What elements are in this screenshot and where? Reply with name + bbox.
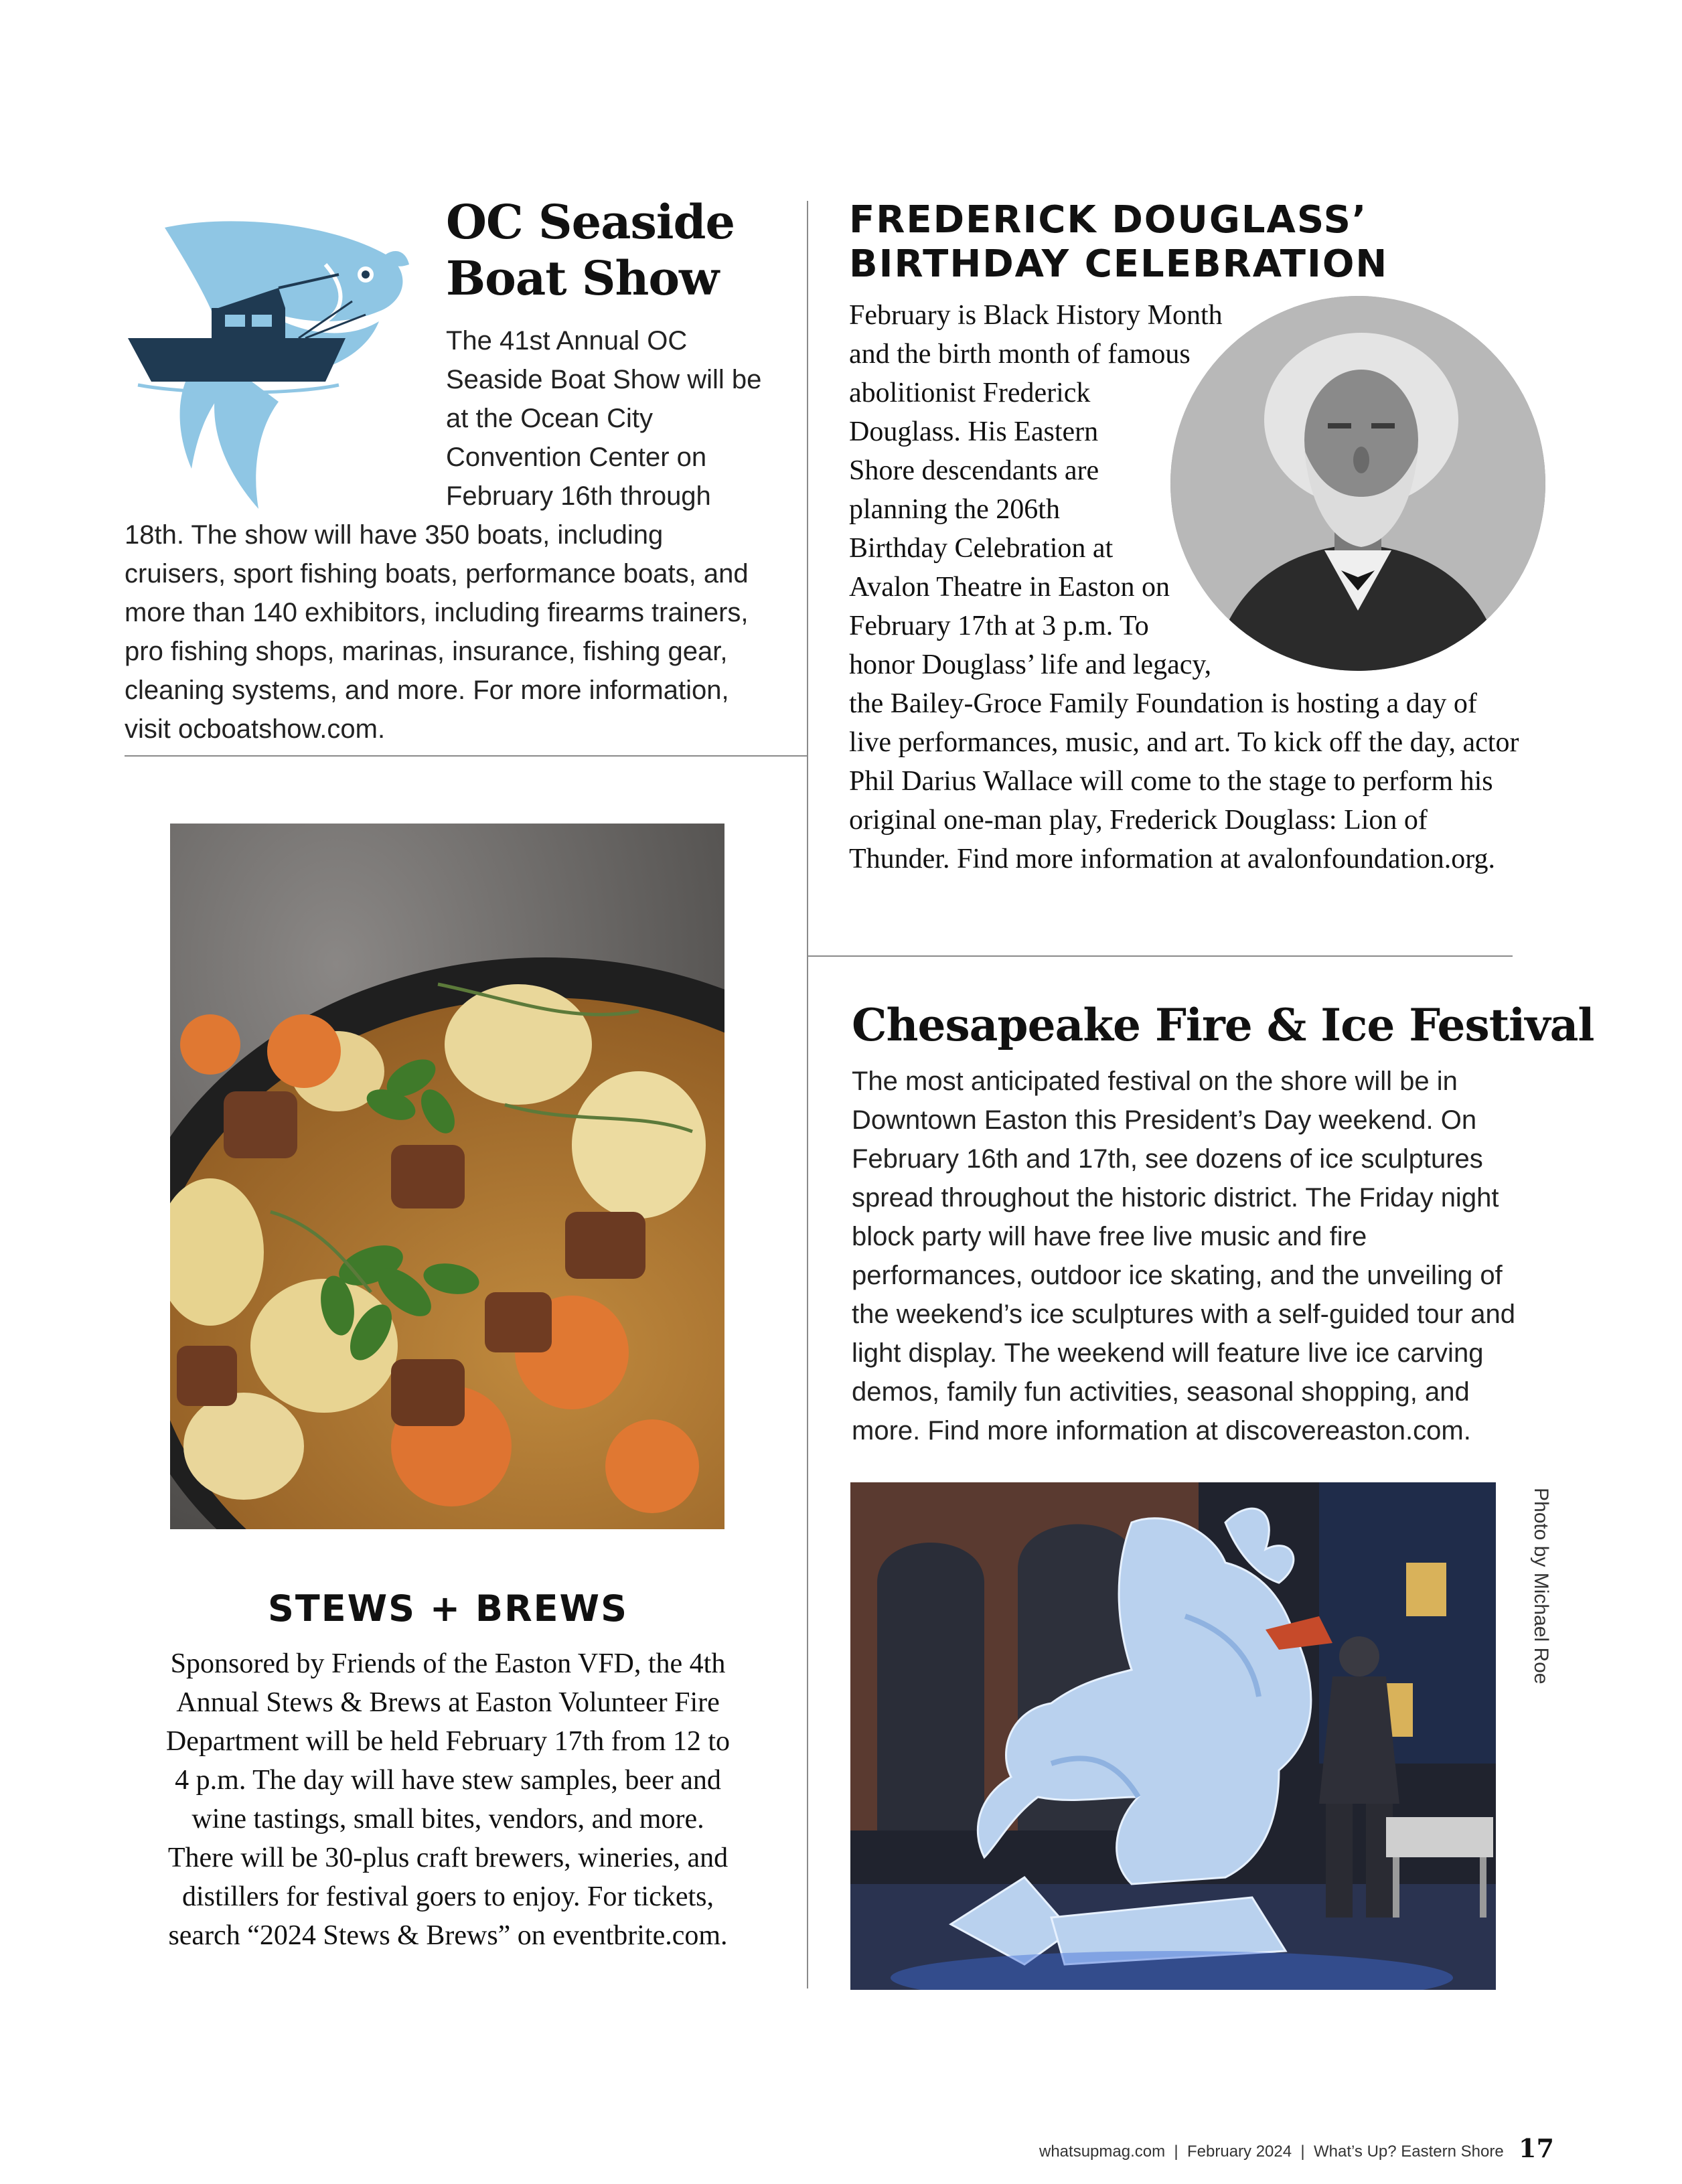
ice-sculpture-photo (850, 1482, 1496, 1990)
douglass-portrait (1170, 296, 1545, 671)
column-divider (807, 201, 808, 1988)
boat-show-logo (125, 201, 433, 509)
boat-show-title: OC Seaside Boat Show (446, 194, 735, 306)
stew-photo (170, 824, 724, 1529)
fire-ice-article (852, 998, 1594, 1460)
stews-title: STEWS + BREWS (268, 1587, 628, 1630)
stew-photo-illustration (170, 824, 724, 1529)
divider-right-top (807, 955, 1513, 957)
ice-sculpture-illustration (850, 1482, 1496, 1990)
douglass-body: February is Black History Month and the birth month of famous abolitionist Frederick Douglass. His Eastern Shore descendants are planning the 206th Birthday Celebration at Avalon Theatre in Easton on February 17th at 3 p.m. To honor Douglass’ life and legacy, the Bailey-Groce Family Foundation is hosting a day of live performances, music, and art. To kick off the day, actor Phil Darius Wallace will come to the stage to perform his original one-man play, Frederick Douglass: Lion of Thunder. Find more information at avalonfoundation.org. (849, 300, 1519, 874)
page-footer: whatsupmag.com | February 2024 | What’s Up? Eastern Shore (1039, 2142, 1504, 2161)
page-number: 17 (1519, 2133, 1554, 2163)
photo-credit: Photo by Michael Roe (1530, 1488, 1552, 1685)
douglass-portrait-illustration (1170, 296, 1545, 671)
stews-article (163, 1587, 733, 1988)
fire-ice-body: The most anticipated festival on the shore will be in Downtown Easton this President’s Day weekend. On February 16th and 17th, see dozens of ice sculptures spread throughout the historic district. The Friday night block party will have free live music and fire performances, outdoor ice skating, and the unveiling of the weekend’s ice sculptures with a self-guided tour and light display. The weekend will feature live ice carving demos, family fun activities, seasonal shopping, and more. Find more information at discovereaston.com. (852, 1067, 1515, 1446)
stews-body: Sponsored by Friends of the Easton VFD, the 4th Annual Stews & Brews at Easton Volunteer Fire Department will be held February 17th from 12 to 4 p.m. The day will have stew samples, beer and wine tastings, small bites, vendors, and more. There will be 30-plus craft brewers, wineries, and distillers for festival goers to enjoy. For tickets, search “2024 Stews & Brews” on eventbrite.com. (165, 1648, 731, 1951)
divider-left-top (125, 755, 808, 757)
douglass-article (849, 198, 1525, 921)
boat-show-article (125, 194, 764, 744)
douglass-title: FREDERICK DOUGLASS’ BIRTHDAY CELEBRATION (849, 198, 1389, 286)
fish-boat-logo-icon (125, 201, 433, 509)
fire-ice-title: Chesapeake Fire & Ice Festival (852, 999, 1594, 1051)
boat-show-body: The 41st Annual OC Seaside Boat Show will be at the Ocean City Convention Center on February 16th through 18th. The show will have 350 boats, including cruisers, sport fishing boats, performance boats, and more than 140 exhibitors, including firearms trainers, pro fishing shops, marinas, insurance, fishing gear, cleaning systems, and more. For more information, visit ocboatshow.com. (125, 326, 762, 744)
